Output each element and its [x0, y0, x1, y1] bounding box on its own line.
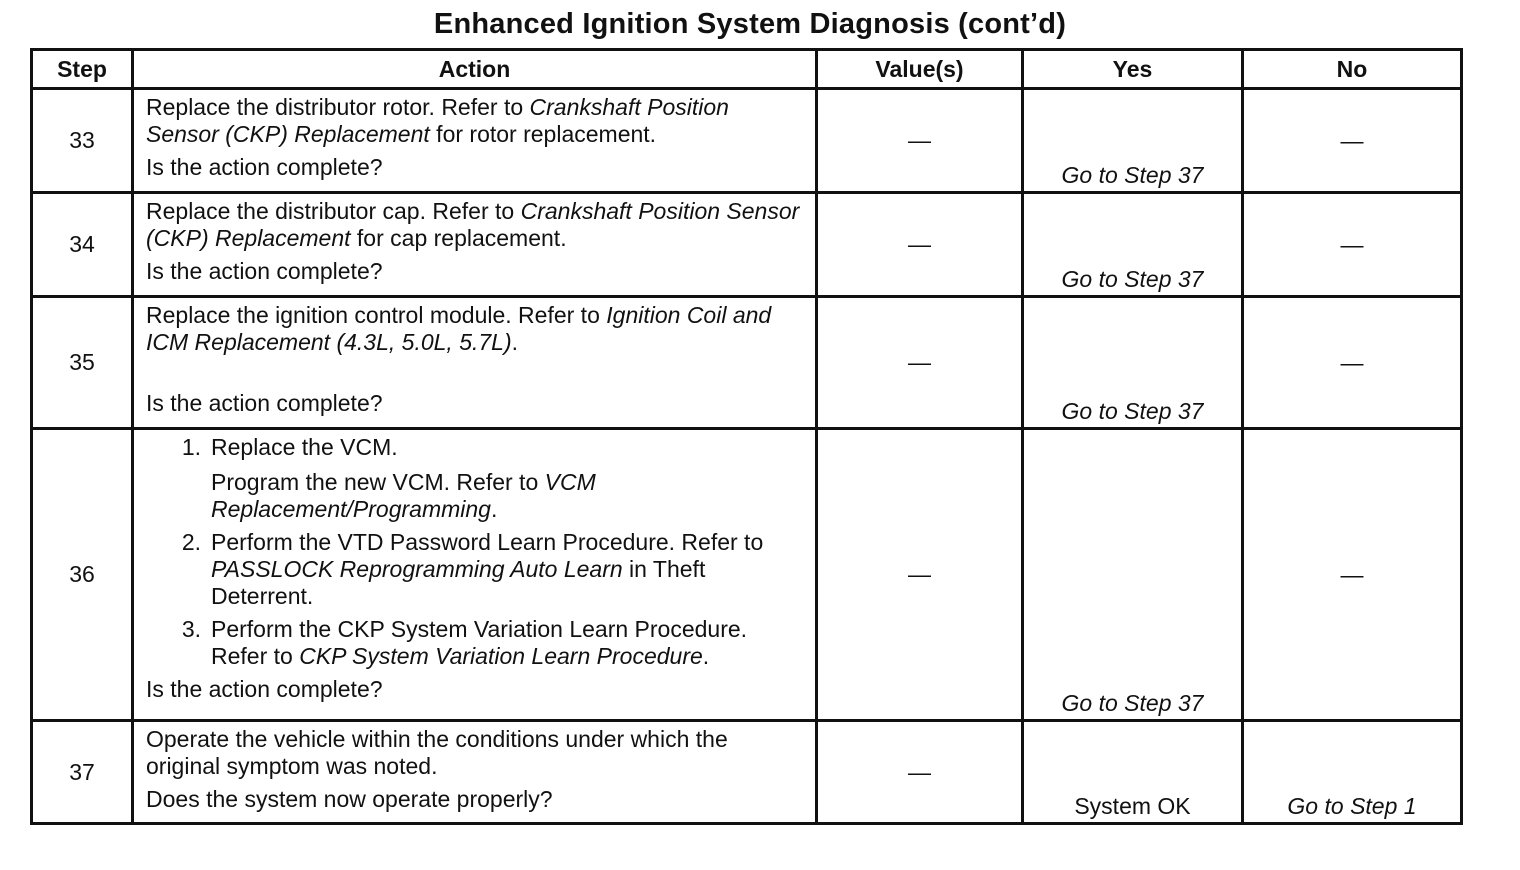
procedure-list: [146, 434, 805, 670]
action-question: Is the action complete?: [146, 676, 383, 702]
value-cell: —: [817, 89, 1023, 193]
table-row: [32, 89, 1462, 193]
value-cell: —: [817, 297, 1023, 429]
no-result: Go to Step 1: [1287, 793, 1417, 819]
action-question: Is the action complete?: [146, 154, 383, 180]
action-text-a: Replace the distributor rotor. Refer to: [146, 94, 530, 120]
yes-cell: [1023, 193, 1243, 297]
no-result: —: [1340, 127, 1364, 153]
subtext-b: .: [490, 496, 498, 522]
header-step: Step: [32, 50, 133, 89]
list-item-number: 3.: [181, 616, 201, 642]
action-text: [146, 94, 805, 148]
action-cell: [133, 297, 817, 429]
action-question: Is the action complete?: [146, 390, 383, 416]
procedure-reference: VCM Replacement/Programming: [211, 469, 596, 522]
yes-result: Go to Step 37: [1061, 266, 1204, 292]
list-item-text-b: .: [702, 643, 710, 669]
action-text: Operate the vehicle within the conditions under which the original symptom was noted.: [146, 726, 728, 779]
procedure-reference: Crankshaft Position Sensor (CKP) Replacement: [146, 198, 800, 251]
no-cell: [1243, 429, 1462, 721]
action-text-a: Replace the ignition control module. Refer to: [146, 302, 607, 328]
action-text: [146, 198, 805, 252]
action-cell: [133, 193, 817, 297]
list-item-number: 1.: [181, 434, 201, 460]
header-values: Value(s): [817, 50, 1023, 89]
value-cell: —: [817, 721, 1023, 824]
list-item-text-a: Perform the CKP System Variation Learn Procedure. Refer to: [211, 616, 748, 669]
list-item-number: 2.: [181, 529, 201, 555]
yes-result: Go to Step 37: [1061, 162, 1204, 188]
action-cell: [133, 429, 817, 721]
yes-result: Go to Step 37: [1061, 690, 1204, 716]
yes-cell: [1023, 89, 1243, 193]
no-cell: [1243, 89, 1462, 193]
no-result: —: [1340, 561, 1364, 587]
list-item-text: Replace the VCM.: [211, 434, 398, 460]
table-row: [32, 297, 1462, 429]
action-text-b: for cap replacement.: [350, 225, 567, 251]
header-yes: Yes: [1023, 50, 1243, 89]
procedure-reference: CKP System Variation Learn Procedure: [299, 643, 703, 669]
action-cell: [133, 89, 817, 193]
action-cell: [133, 721, 817, 824]
diagnosis-table: [30, 48, 1463, 825]
procedure-reference: Crankshaft Position Sensor (CKP) Replacement: [146, 94, 729, 147]
value-cell: —: [817, 193, 1023, 297]
list-item-text-b: in Theft Deterrent.: [211, 556, 706, 609]
yes-cell: [1023, 429, 1243, 721]
step-number: 34: [32, 193, 133, 297]
header-action: Action: [133, 50, 817, 89]
value-cell: —: [817, 429, 1023, 721]
action-question: Does the system now operate properly?: [146, 786, 553, 812]
subtext-a: Program the new VCM. Refer to: [211, 469, 545, 495]
no-cell: [1243, 193, 1462, 297]
table-row: [32, 193, 1462, 297]
table-header-row: [32, 50, 1462, 89]
header-no: No: [1243, 50, 1462, 89]
action-text: [146, 302, 805, 356]
list-item-subtext: [211, 469, 805, 523]
procedure-reference: Ignition Coil and ICM Replacement (4.3L, 5.0L, 5.7L): [146, 302, 772, 355]
no-result: —: [1340, 349, 1364, 375]
no-result: —: [1340, 231, 1364, 257]
table-row: [32, 721, 1462, 824]
step-number: 33: [32, 89, 133, 193]
action-text-b: .: [511, 329, 519, 355]
document-title: Enhanced Ignition System Diagnosis (cont’d): [433, 8, 1067, 40]
procedure-reference: PASSLOCK Reprogramming Auto Learn: [211, 556, 623, 582]
table-row: [32, 429, 1462, 721]
yes-cell: [1023, 297, 1243, 429]
no-cell: [1243, 297, 1462, 429]
list-item: [146, 434, 805, 523]
no-cell: [1243, 721, 1462, 824]
list-item: [146, 529, 805, 610]
step-number: 37: [32, 721, 133, 824]
list-item-text-a: Perform the VTD Password Learn Procedure. Refer to: [211, 529, 764, 555]
yes-result: Go to Step 37: [1061, 398, 1204, 424]
list-item: [146, 616, 805, 670]
yes-cell: [1023, 721, 1243, 824]
step-number: 35: [32, 297, 133, 429]
action-text-a: Replace the distributor cap. Refer to: [146, 198, 521, 224]
step-number: 36: [32, 429, 133, 721]
action-text-b: for rotor replacement.: [429, 121, 657, 147]
yes-result: System OK: [1074, 793, 1191, 819]
action-question: Is the action complete?: [146, 258, 383, 284]
